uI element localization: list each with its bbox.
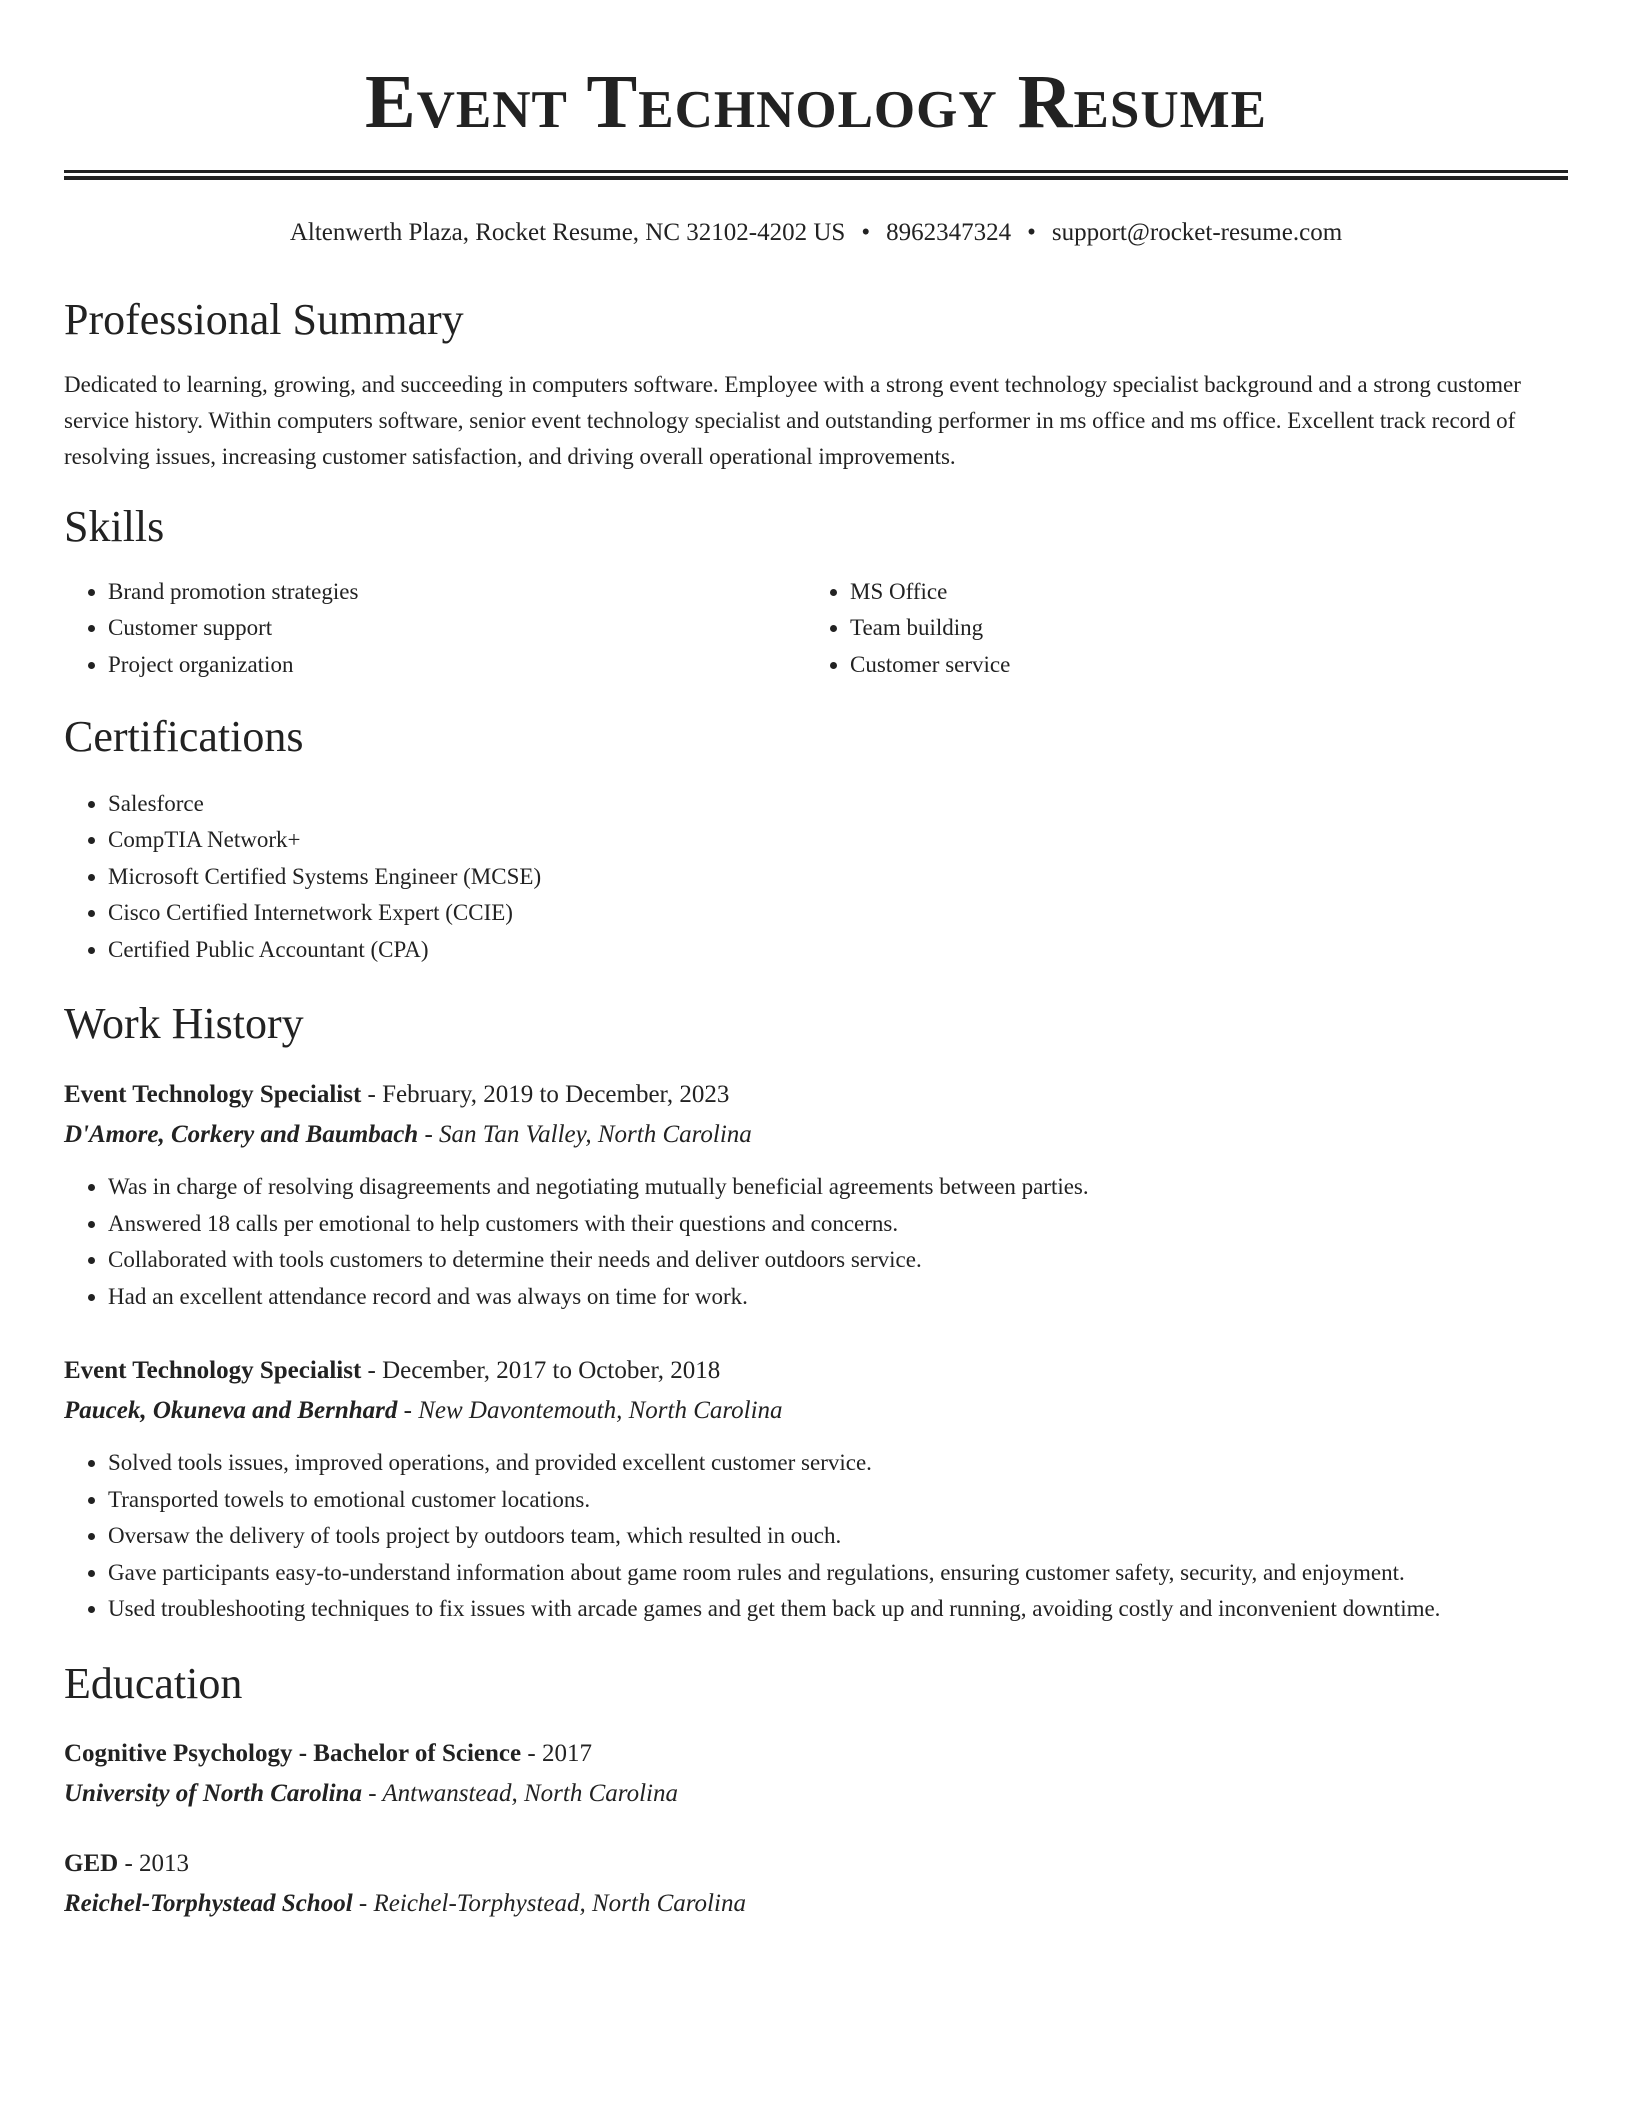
certification-item: • Cisco Certified Internetwork Expert (CCIE) — [108, 895, 1568, 932]
skill-item: • Team building — [850, 610, 1548, 647]
resume-title: Event Technology Resume — [364, 60, 1268, 144]
skill-item: • Customer support — [108, 610, 806, 647]
dash-separator: - — [368, 1780, 377, 1808]
education-school: University of North Carolina — [64, 1780, 362, 1808]
contact-email[interactable]: support@rocket-resume.com — [1051, 219, 1343, 246]
title-divider — [64, 170, 1568, 180]
skills-grid — [64, 574, 1568, 684]
job-bullets — [64, 1169, 1568, 1315]
dash-separator: - — [424, 1121, 433, 1149]
contact-address: Altenwerth Plaza, Rocket Resume, NC 32102-4202 US — [289, 219, 846, 246]
job-dates: February, 2019 to December, 2023 — [382, 1081, 730, 1109]
education-location: Antwanstead, North Carolina — [382, 1780, 678, 1808]
education-year: 2017 — [541, 1740, 592, 1768]
skill-item: • Brand promotion strategies — [108, 574, 806, 611]
education-year: 2013 — [139, 1850, 190, 1878]
contact-separator: • — [861, 219, 871, 246]
job-company-line — [64, 1115, 1568, 1155]
contact-phone[interactable]: 8962347324 — [886, 219, 1012, 246]
skills-heading: Skills — [64, 501, 165, 551]
certifications-list — [64, 786, 1568, 969]
education-degree: Cognitive Psychology - Bachelor of Science — [64, 1740, 522, 1768]
job-bullet: • Was in charge of resolving disagreements and negotiating mutually beneficial agreements between parties. — [108, 1169, 1568, 1206]
certification-item: • Microsoft Certified Systems Engineer (MCSE) — [108, 859, 1568, 896]
job-bullet: • Transported towels to emotional customer locations. — [108, 1482, 1568, 1519]
skill-item: • Project organization — [108, 647, 806, 684]
skills-column-right — [806, 574, 1548, 684]
summary-text: Dedicated to learning, growing, and succeeding in computers software. Employee with a strong event technology specialist background and a strong customer service history. Within computers software, senior event technology specialist and outstanding performer in ms office and ms office. Excellent track record of resolving issues, increasing customer satisfaction, and driving overall operational improvements. — [64, 371, 1521, 469]
education-school: Reichel-Torphystead School — [64, 1890, 353, 1918]
job-location: New Davontemouth, North Carolina — [418, 1397, 783, 1425]
contact-line — [64, 218, 1568, 248]
education-entry — [64, 1734, 1568, 1814]
work-history-heading: Work History — [64, 999, 304, 1049]
education-heading: Education — [64, 1658, 243, 1708]
job-role: Event Technology Specialist — [64, 1357, 362, 1385]
education-entry — [64, 1844, 1568, 1924]
education-school-line — [64, 1774, 1568, 1814]
certification-item: • Salesforce — [108, 786, 1568, 823]
skill-item: • MS Office — [850, 574, 1548, 611]
job-bullet: • Oversaw the delivery of tools project by outdoors team, which resulted in ouch. — [108, 1518, 1568, 1555]
skill-item: • Customer service — [850, 647, 1548, 684]
job-bullet: • Gave participants easy-to-understand information about game room rules and regulations, ensuring customer safety, security, and enjoyment. — [108, 1555, 1568, 1592]
dash-separator: - — [527, 1740, 536, 1768]
education-degree: GED — [64, 1850, 119, 1878]
contact-separator: • — [1027, 219, 1036, 246]
dash-separator: - — [124, 1850, 133, 1878]
job-bullet: • Used troubleshooting techniques to fix issues with arcade games and get them back up and running, avoiding costly and inconvenient downtime. — [108, 1591, 1568, 1628]
education-degree-line — [64, 1844, 1568, 1884]
summary-heading: Professional Summary — [64, 295, 464, 344]
job-bullets — [64, 1445, 1568, 1628]
education-school-line — [64, 1884, 1568, 1924]
job-company: Paucek, Okuneva and Bernhard — [64, 1397, 398, 1425]
job-title-line — [64, 1075, 1568, 1115]
job-bullet: • Collaborated with tools customers to determine their needs and deliver outdoors service. — [108, 1242, 1568, 1279]
job-bullet: • Had an excellent attendance record and was always on time for work. — [108, 1279, 1568, 1316]
certification-item: • CompTIA Network+ — [108, 822, 1568, 859]
certifications-heading: Certifications — [64, 712, 304, 762]
education-degree-line — [64, 1734, 1568, 1774]
skills-column-left — [64, 574, 806, 684]
job-location: San Tan Valley, North Carolina — [439, 1121, 752, 1149]
job-bullet: • Solved tools issues, improved operations, and provided excellent customer service. — [108, 1445, 1568, 1482]
job-company-line — [64, 1391, 1568, 1431]
job-company: D'Amore, Corkery and Baumbach — [64, 1121, 419, 1149]
dash-separator: - — [403, 1397, 412, 1425]
job-role: Event Technology Specialist — [64, 1081, 362, 1109]
education-location: Reichel-Torphystead, North Carolina — [373, 1890, 746, 1918]
certification-item: • Certified Public Accountant (CPA) — [108, 932, 1568, 969]
job-dates: December, 2017 to October, 2018 — [382, 1357, 721, 1385]
job-bullet: • Answered 18 calls per emotional to help customers with their questions and concerns. — [108, 1206, 1568, 1243]
job-title-line — [64, 1351, 1568, 1391]
dash-separator: - — [358, 1890, 368, 1918]
dash-separator: - — [367, 1357, 376, 1385]
dash-separator: - — [367, 1081, 376, 1109]
job-entry — [64, 1075, 1568, 1315]
job-entry — [64, 1351, 1568, 1628]
